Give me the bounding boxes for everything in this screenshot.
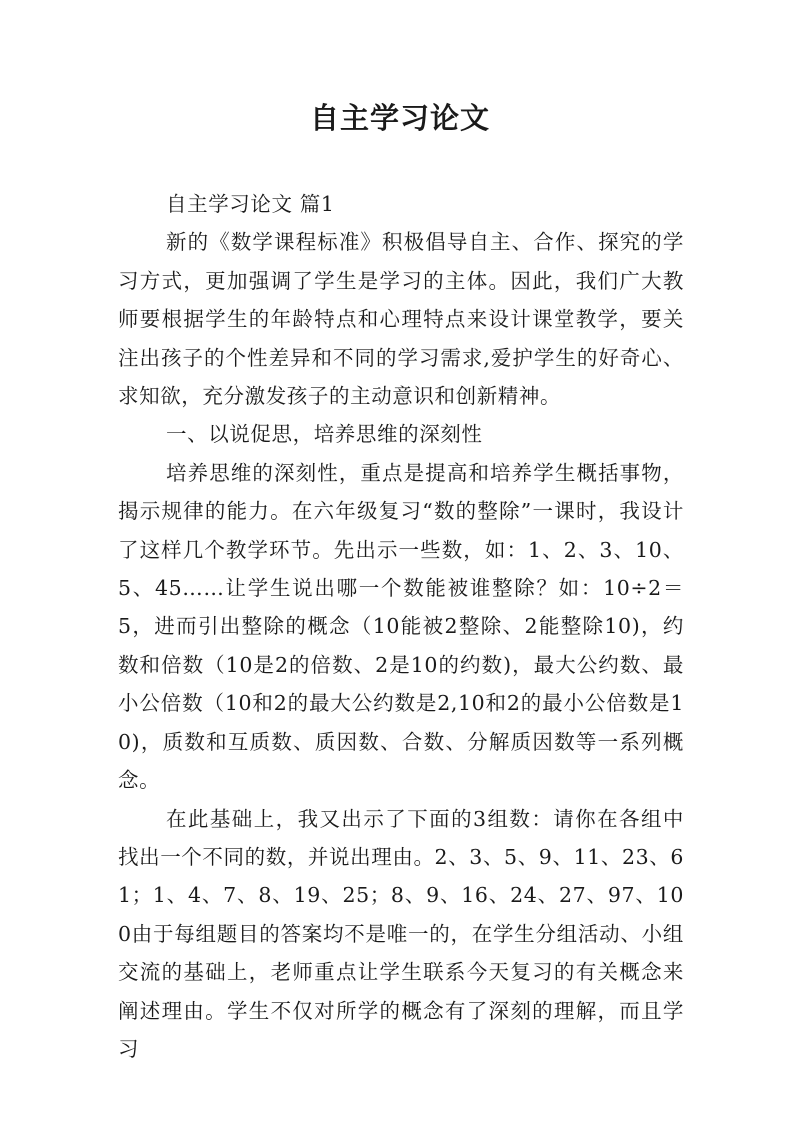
document-title: 自主学习论文 xyxy=(309,101,490,135)
paragraph-intro: 新的《数学课程标准》积极倡导自主、合作、探究的学习方式，更加强调了学生是学习的主体。因此，我们广大教师要根据学生的年龄特点和心理特点来设计课堂教学，要关注出孩子的个性差异和不同的学习需求,爱护学生的好奇心、求知欲，充分激发孩子的主动意识和创新精神。 xyxy=(118,230,684,409)
paragraph-depth-of-thinking: 培养思维的深刻性，重点是提高和培养学生概括事物，揭示规律的能力。在六年级复习“数的整除”一课时，我设计了这样几个教学环节。先出示一些数，如：1、2、3、10、5、45……让学生说出哪一个数能被谁整除？如：10÷2＝5，进而引出整除的概念（10能被2整除、2能整除10)，约数和倍数（10是2的倍数、2是10的约数)，最大公约数、最小公倍数（10和2的最大公约数是2,10和2的最小公倍数是10)，质数和互质数、质因数、合数、分解质因数等一系列概念。 xyxy=(118,460,684,793)
document-body xyxy=(118,185,684,1068)
paragraph-number-groups: 在此基础上，我又出示了下面的3组数：请你在各组中找出一个不同的数，并说出理由。2、3、5、9、11、23、61；1、4、7、8、19、25；8、9、16、24、27、97、100由于每组题目的答案均不是唯一的，在学生分组活动、小组交流的基础上，老师重点让学生联系今天复习的有关概念来阐述理由。学生不仅对所学的概念有了深刻的理解，而且学习 xyxy=(118,806,684,1061)
subsection-heading: 一、以说促思，培养思维的深刻性 xyxy=(166,422,483,447)
section-heading: 自主学习论文 篇1 xyxy=(166,192,335,216)
